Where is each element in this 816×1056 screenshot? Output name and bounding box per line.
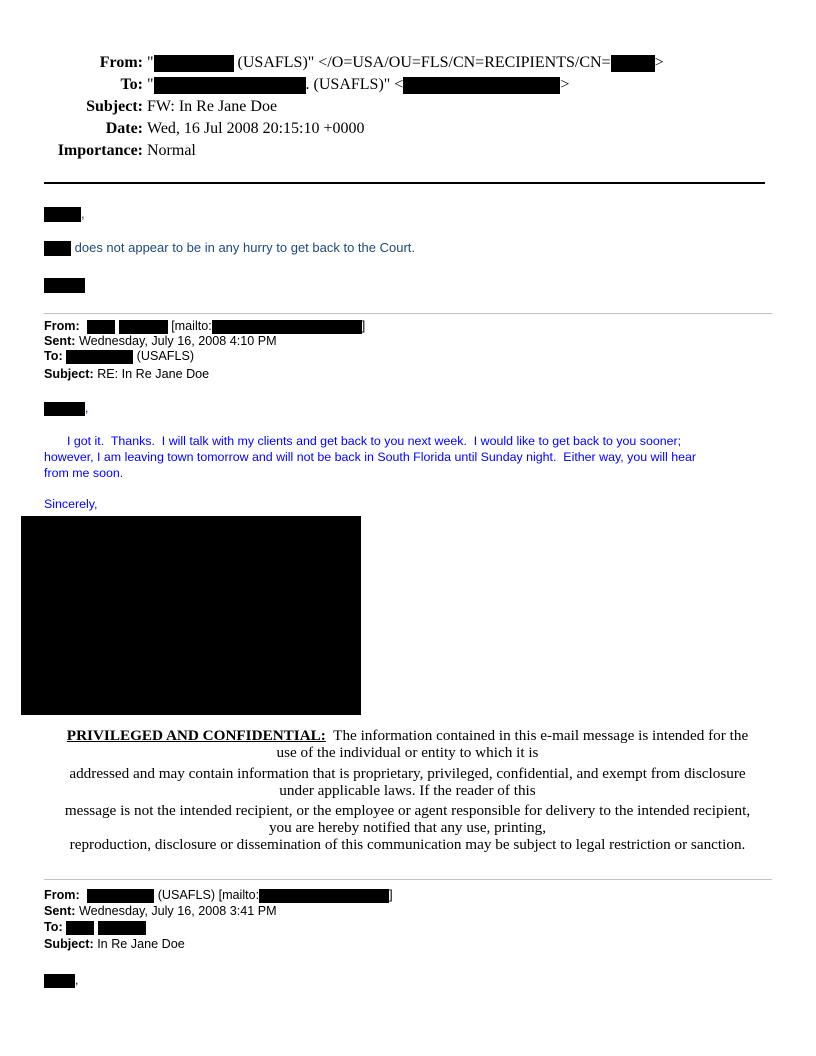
conf-line-5: message is not the intended recipient, or the employee or agent responsible for delivery to the intended recipient, xyxy=(64,802,751,819)
email2-subject-label: Subject: xyxy=(44,367,94,381)
redaction xyxy=(66,921,94,935)
redaction xyxy=(154,77,306,94)
quote-divider-1 xyxy=(44,313,772,314)
redaction xyxy=(98,921,146,935)
header-from-row xyxy=(0,52,816,74)
email2-paragraph xyxy=(44,433,779,481)
header-subject-value: FW: In Re Jane Doe xyxy=(147,98,278,115)
email2-para-line-1: I got it. Thanks. I will talk with my clients and get back to you next week. I would like to get back to you sooner; xyxy=(67,434,682,448)
header-subject-label: Subject: xyxy=(86,98,143,115)
email2-para-line-3: from me soon. xyxy=(44,466,124,480)
email3-subject-row: Subject: In Re Jane Doe xyxy=(44,937,185,951)
header-importance-label: Importance: xyxy=(57,142,143,159)
email3-from-row: From: (USAFLS) [mailto: ] xyxy=(44,888,393,902)
header-to-value: " . (USAFLS)" < > xyxy=(147,76,570,93)
redaction xyxy=(611,55,655,72)
header-from-label: From: xyxy=(99,54,143,71)
conf-line-2: use of the individual or entity to which it is xyxy=(276,744,539,761)
email2-sent-label: Sent: xyxy=(44,334,76,348)
redaction xyxy=(44,974,75,988)
conf-heading: PRIVILEGED AND CONFIDENTIAL: xyxy=(66,727,326,744)
email2-to-label: To: xyxy=(44,349,63,363)
email2-greeting: , xyxy=(44,400,88,416)
header-to-label: To: xyxy=(120,76,143,93)
header-from-value: " (USAFLS)" </O=USA/OU=FLS/CN=RECIPIENTS/CN= > xyxy=(147,54,664,71)
email3-to-label: To: xyxy=(44,920,63,934)
redaction xyxy=(87,320,115,334)
body1-greeting: , xyxy=(44,207,85,222)
conf-line-3: addressed and may contain information that is proprietary, privileged, confidential, and exempt from disclosure xyxy=(69,765,746,782)
conf-line-1: PRIVILEGED AND CONFIDENTIAL: The information contained in this e-mail message is intended for the xyxy=(66,727,749,744)
body1-signature-redaction xyxy=(44,278,85,293)
email2-from-label: From: xyxy=(44,319,80,333)
redaction xyxy=(403,77,560,94)
redaction xyxy=(87,889,154,903)
quote-divider-2 xyxy=(44,879,772,880)
redaction xyxy=(212,320,362,334)
conf-line-7: reproduction, disclosure or dissemination of this communication may be subject to legal restriction or sanction. xyxy=(69,836,746,853)
header-date-row xyxy=(0,118,816,140)
email2-para-line-2: however, I am leaving town tomorrow and will not be back in South Florida until Sunday night. Either way, you will hear xyxy=(44,450,696,464)
conf-line-4: under applicable laws. If the reader of this xyxy=(279,782,536,799)
header-date-value: Wed, 16 Jul 2008 20:15:10 +0000 xyxy=(147,120,365,137)
email3-subject-label: Subject: xyxy=(44,937,94,951)
redaction xyxy=(259,889,389,903)
redaction xyxy=(66,350,133,364)
redaction xyxy=(44,241,71,256)
header-importance-row xyxy=(0,140,816,162)
header-to-row xyxy=(0,74,816,96)
email3-sent-row: Sent: Wednesday, July 16, 2008 3:41 PM xyxy=(44,904,277,918)
body1-message: does not appear to be in any hurry to get back to the Court. xyxy=(44,241,415,256)
email2-sent-row: Sent: Wednesday, July 16, 2008 4:10 PM xyxy=(44,334,277,348)
header-date-label: Date: xyxy=(105,120,143,137)
signature-block-redaction xyxy=(21,516,361,715)
redaction xyxy=(44,402,85,416)
redaction xyxy=(44,207,81,222)
email3-sent-label: Sent: xyxy=(44,904,76,918)
conf-line-6: you are hereby notified that any use, printing, xyxy=(268,819,547,836)
redaction xyxy=(119,320,168,334)
email2-signoff: Sincerely, xyxy=(44,497,98,511)
email3-to-row xyxy=(44,920,146,935)
email2-to-row: To: (USAFLS) xyxy=(44,349,195,363)
email3-from-label: From: xyxy=(44,888,80,902)
email3-greeting: , xyxy=(44,972,78,988)
header-subject-row xyxy=(0,96,816,118)
header-importance-value: Normal xyxy=(147,142,196,159)
redaction xyxy=(154,55,234,72)
email2-subject-row: Subject: RE: In Re Jane Doe xyxy=(44,367,210,381)
email2-from-row: From: [mailto: ] xyxy=(44,319,366,333)
header-divider xyxy=(44,182,765,184)
